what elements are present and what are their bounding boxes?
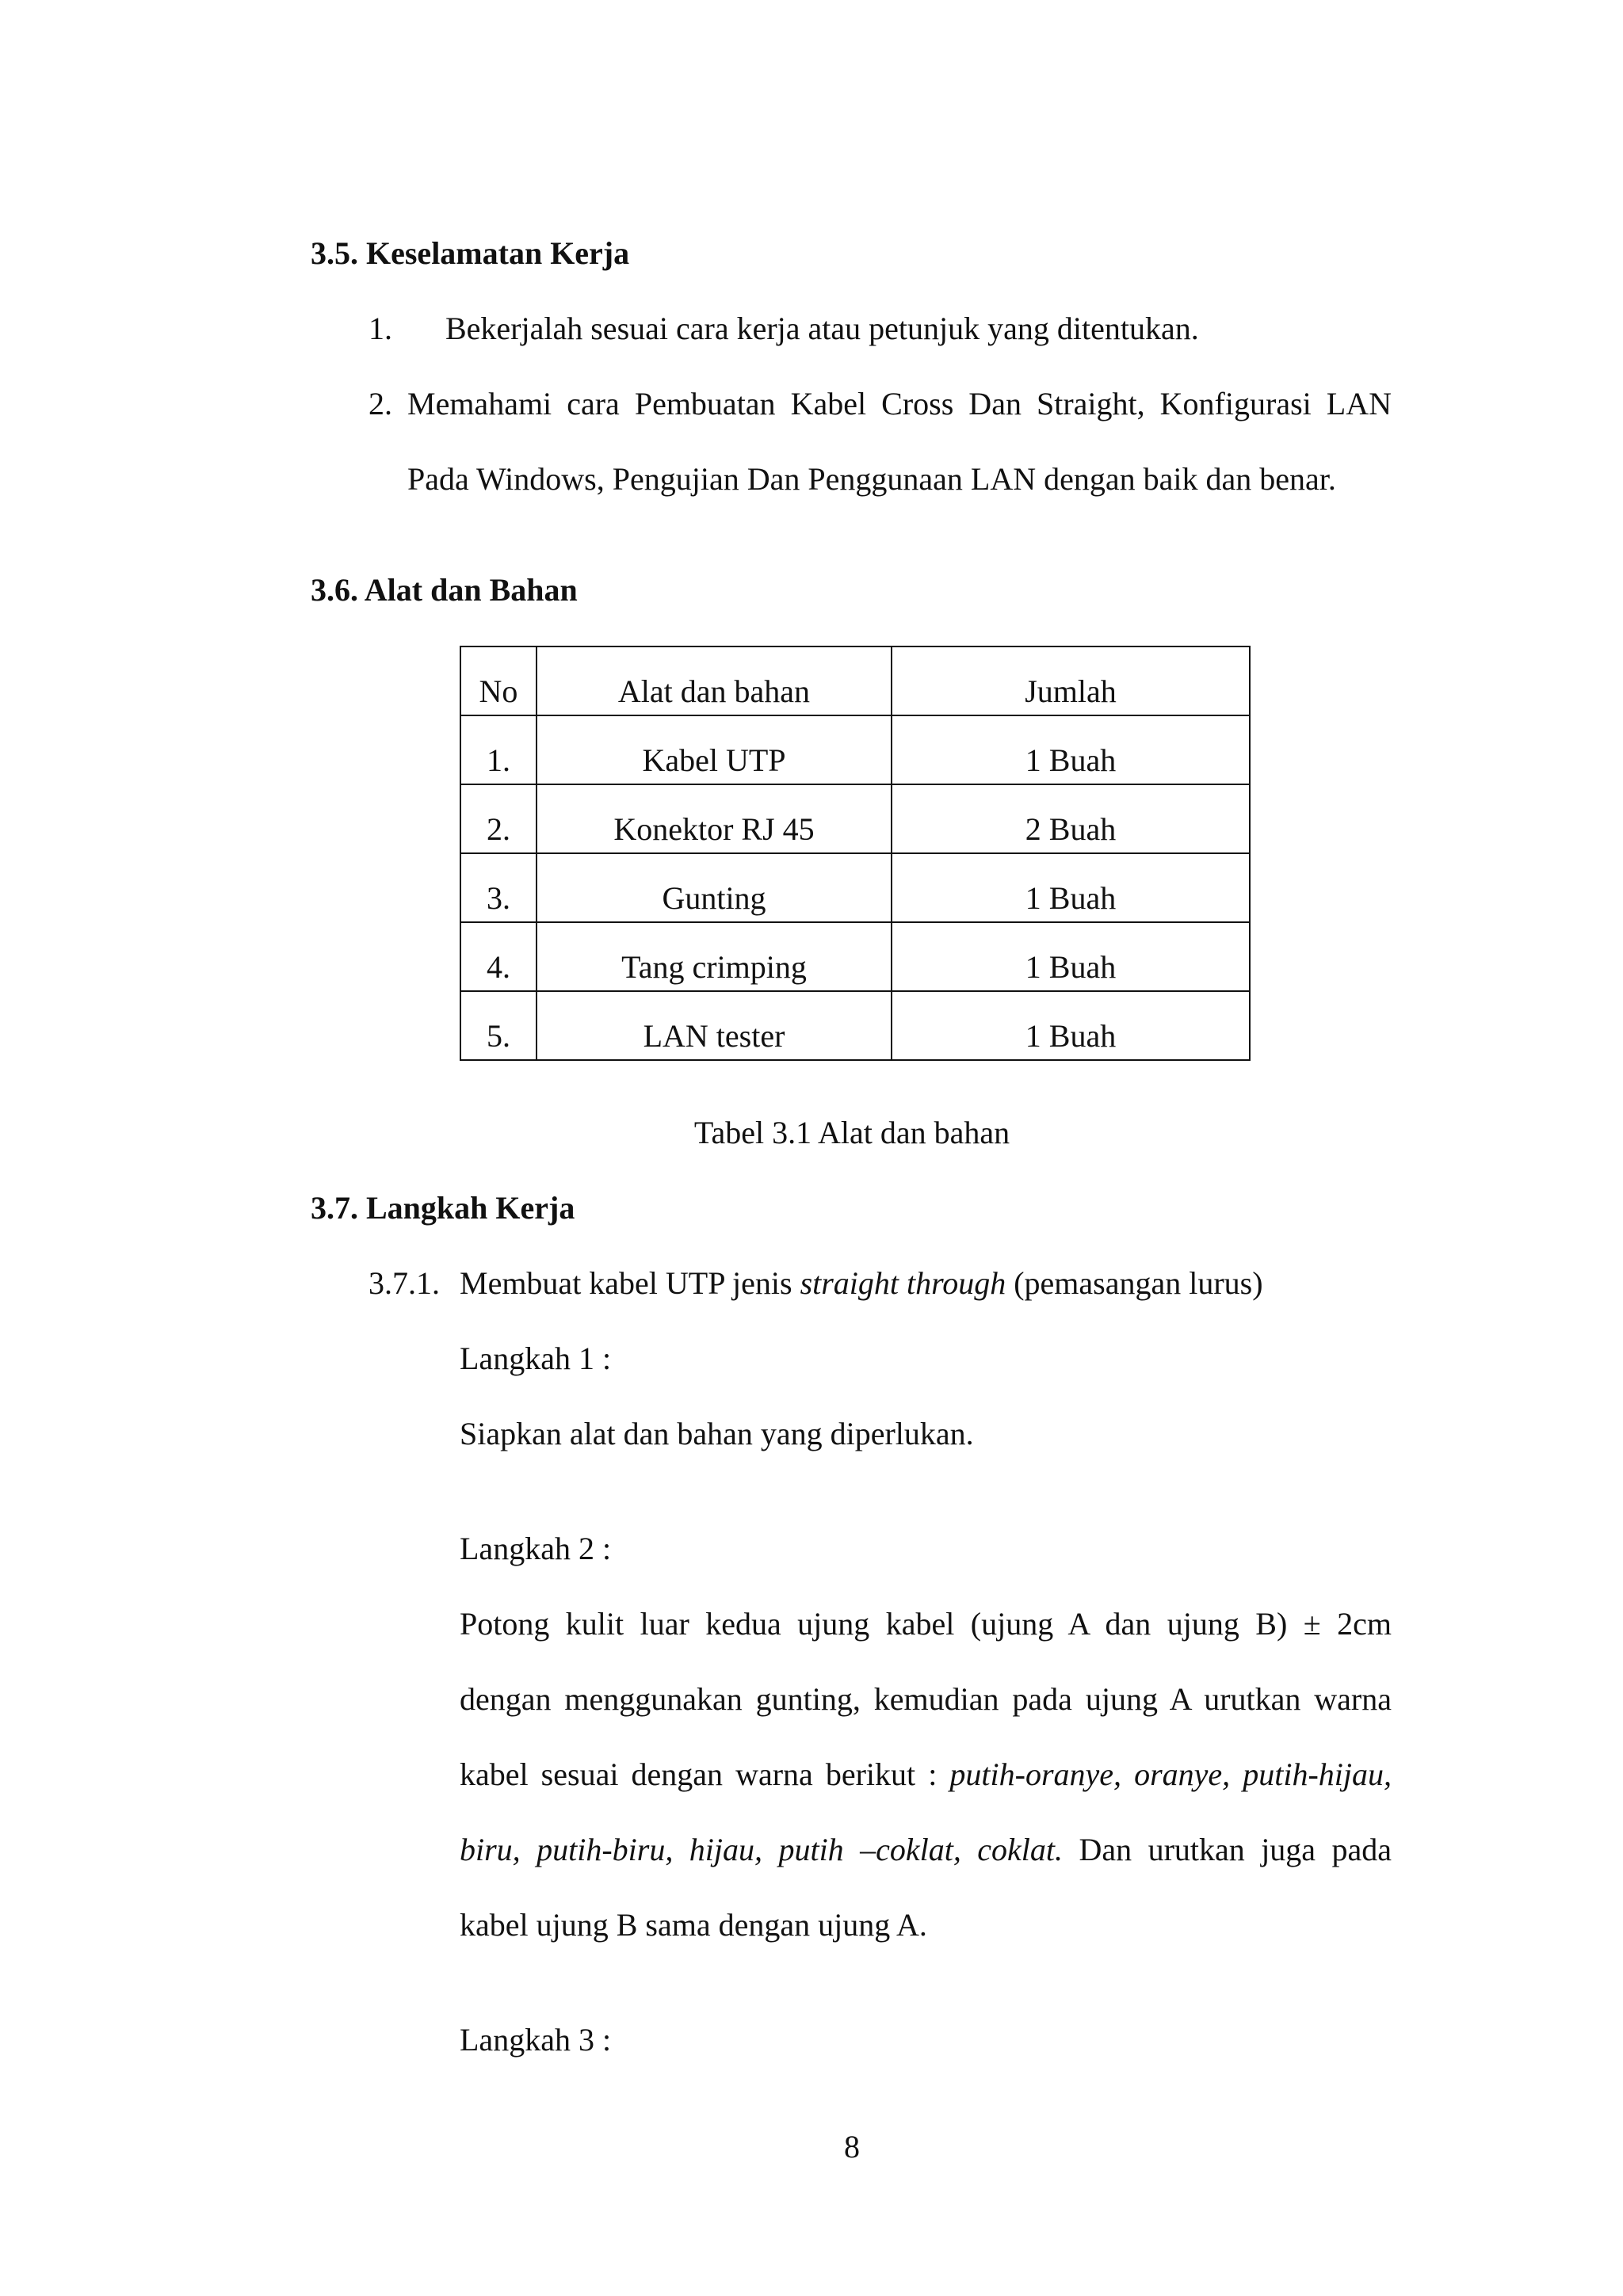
table-cell: 4. [460,922,537,991]
section-heading-3-6: 3.6. Alat dan Bahan [311,572,578,608]
list-item-text: Memahami cara Pembuatan Kabel Cross Dan Straight, Konfigurasi LAN [407,386,1392,421]
subsection-title [460,1265,1263,1301]
step-label: Langkah 2 : [460,1531,612,1566]
list-item-text: Bekerjalah sesuai cara kerja atau petunjuk yang ditentukan. [445,311,1199,346]
step-text [460,1756,1392,1792]
table-cell: Konektor RJ 45 [537,784,892,853]
table-row [460,922,1250,991]
table-row [460,991,1250,1060]
table-row [460,715,1250,784]
table-cell: 1 Buah [892,853,1250,922]
table-cell: 1 Buah [892,715,1250,784]
step-text [460,1834,1392,1866]
step-text: dengan menggunakan gunting, kemudian pada ujung A urutkan warna [460,1681,1392,1717]
table-cell: LAN tester [537,991,892,1060]
table-cell: 1 Buah [892,991,1250,1060]
step-text: Potong kulit luar kedua ujung kabel (ujung A dan ujung B) ± 2cm [460,1606,1392,1642]
subsection-title-emphasis: straight through [800,1265,1006,1301]
step-text-normal: kabel sesuai dengan warna berikut : [460,1756,950,1792]
section-heading-3-5: 3.5. Keselamatan Kerja [311,235,630,271]
subsection-title-text: (pemasangan lurus) [1006,1265,1263,1301]
tools-table [460,646,1251,1061]
table-header-cell: Jumlah [892,646,1250,715]
table-cell: Tang crimping [537,922,892,991]
step-label: Langkah 3 : [460,2022,612,2058]
table-row [460,784,1250,853]
step-text-emphasis: putih-oranye, oranye, putih-hijau, [949,1756,1392,1792]
table-cell: 5. [460,991,537,1060]
table-cell: 2 Buah [892,784,1250,853]
list-item-number: 1. [369,311,392,346]
step-text: kabel ujung B sama dengan ujung A. [460,1907,927,1943]
table-cell: 2. [460,784,537,853]
list-item-number: 2. [369,386,392,421]
table-caption: Tabel 3.1 Alat dan bahan [693,1115,1010,1150]
table-cell: 3. [460,853,537,922]
step-text-normal: Dan urutkan juga pada [1063,1832,1392,1867]
subsection-number: 3.7.1. [369,1265,440,1301]
table-cell: Gunting [537,853,892,922]
table-header-cell: No [460,646,537,715]
table-cell: Kabel UTP [537,715,892,784]
table-cell: 1. [460,715,537,784]
page-number: 8 [844,2129,860,2164]
table-row [460,853,1250,922]
step-label: Langkah 1 : [460,1341,612,1376]
step-text-emphasis: biru, putih-biru, hijau, putih –coklat, coklat. [460,1832,1064,1867]
table-header-row [460,646,1250,715]
section-heading-3-7: 3.7. Langkah Kerja [311,1190,575,1226]
step-text: Siapkan alat dan bahan yang diperlukan. [460,1416,974,1451]
table-cell: 1 Buah [892,922,1250,991]
list-item-text-continued: Pada Windows, Pengujian Dan Penggunaan LAN dengan baik dan benar. [407,461,1336,497]
table-header-cell: Alat dan bahan [537,646,892,715]
subsection-title-text: Membuat kabel UTP jenis [460,1265,800,1301]
